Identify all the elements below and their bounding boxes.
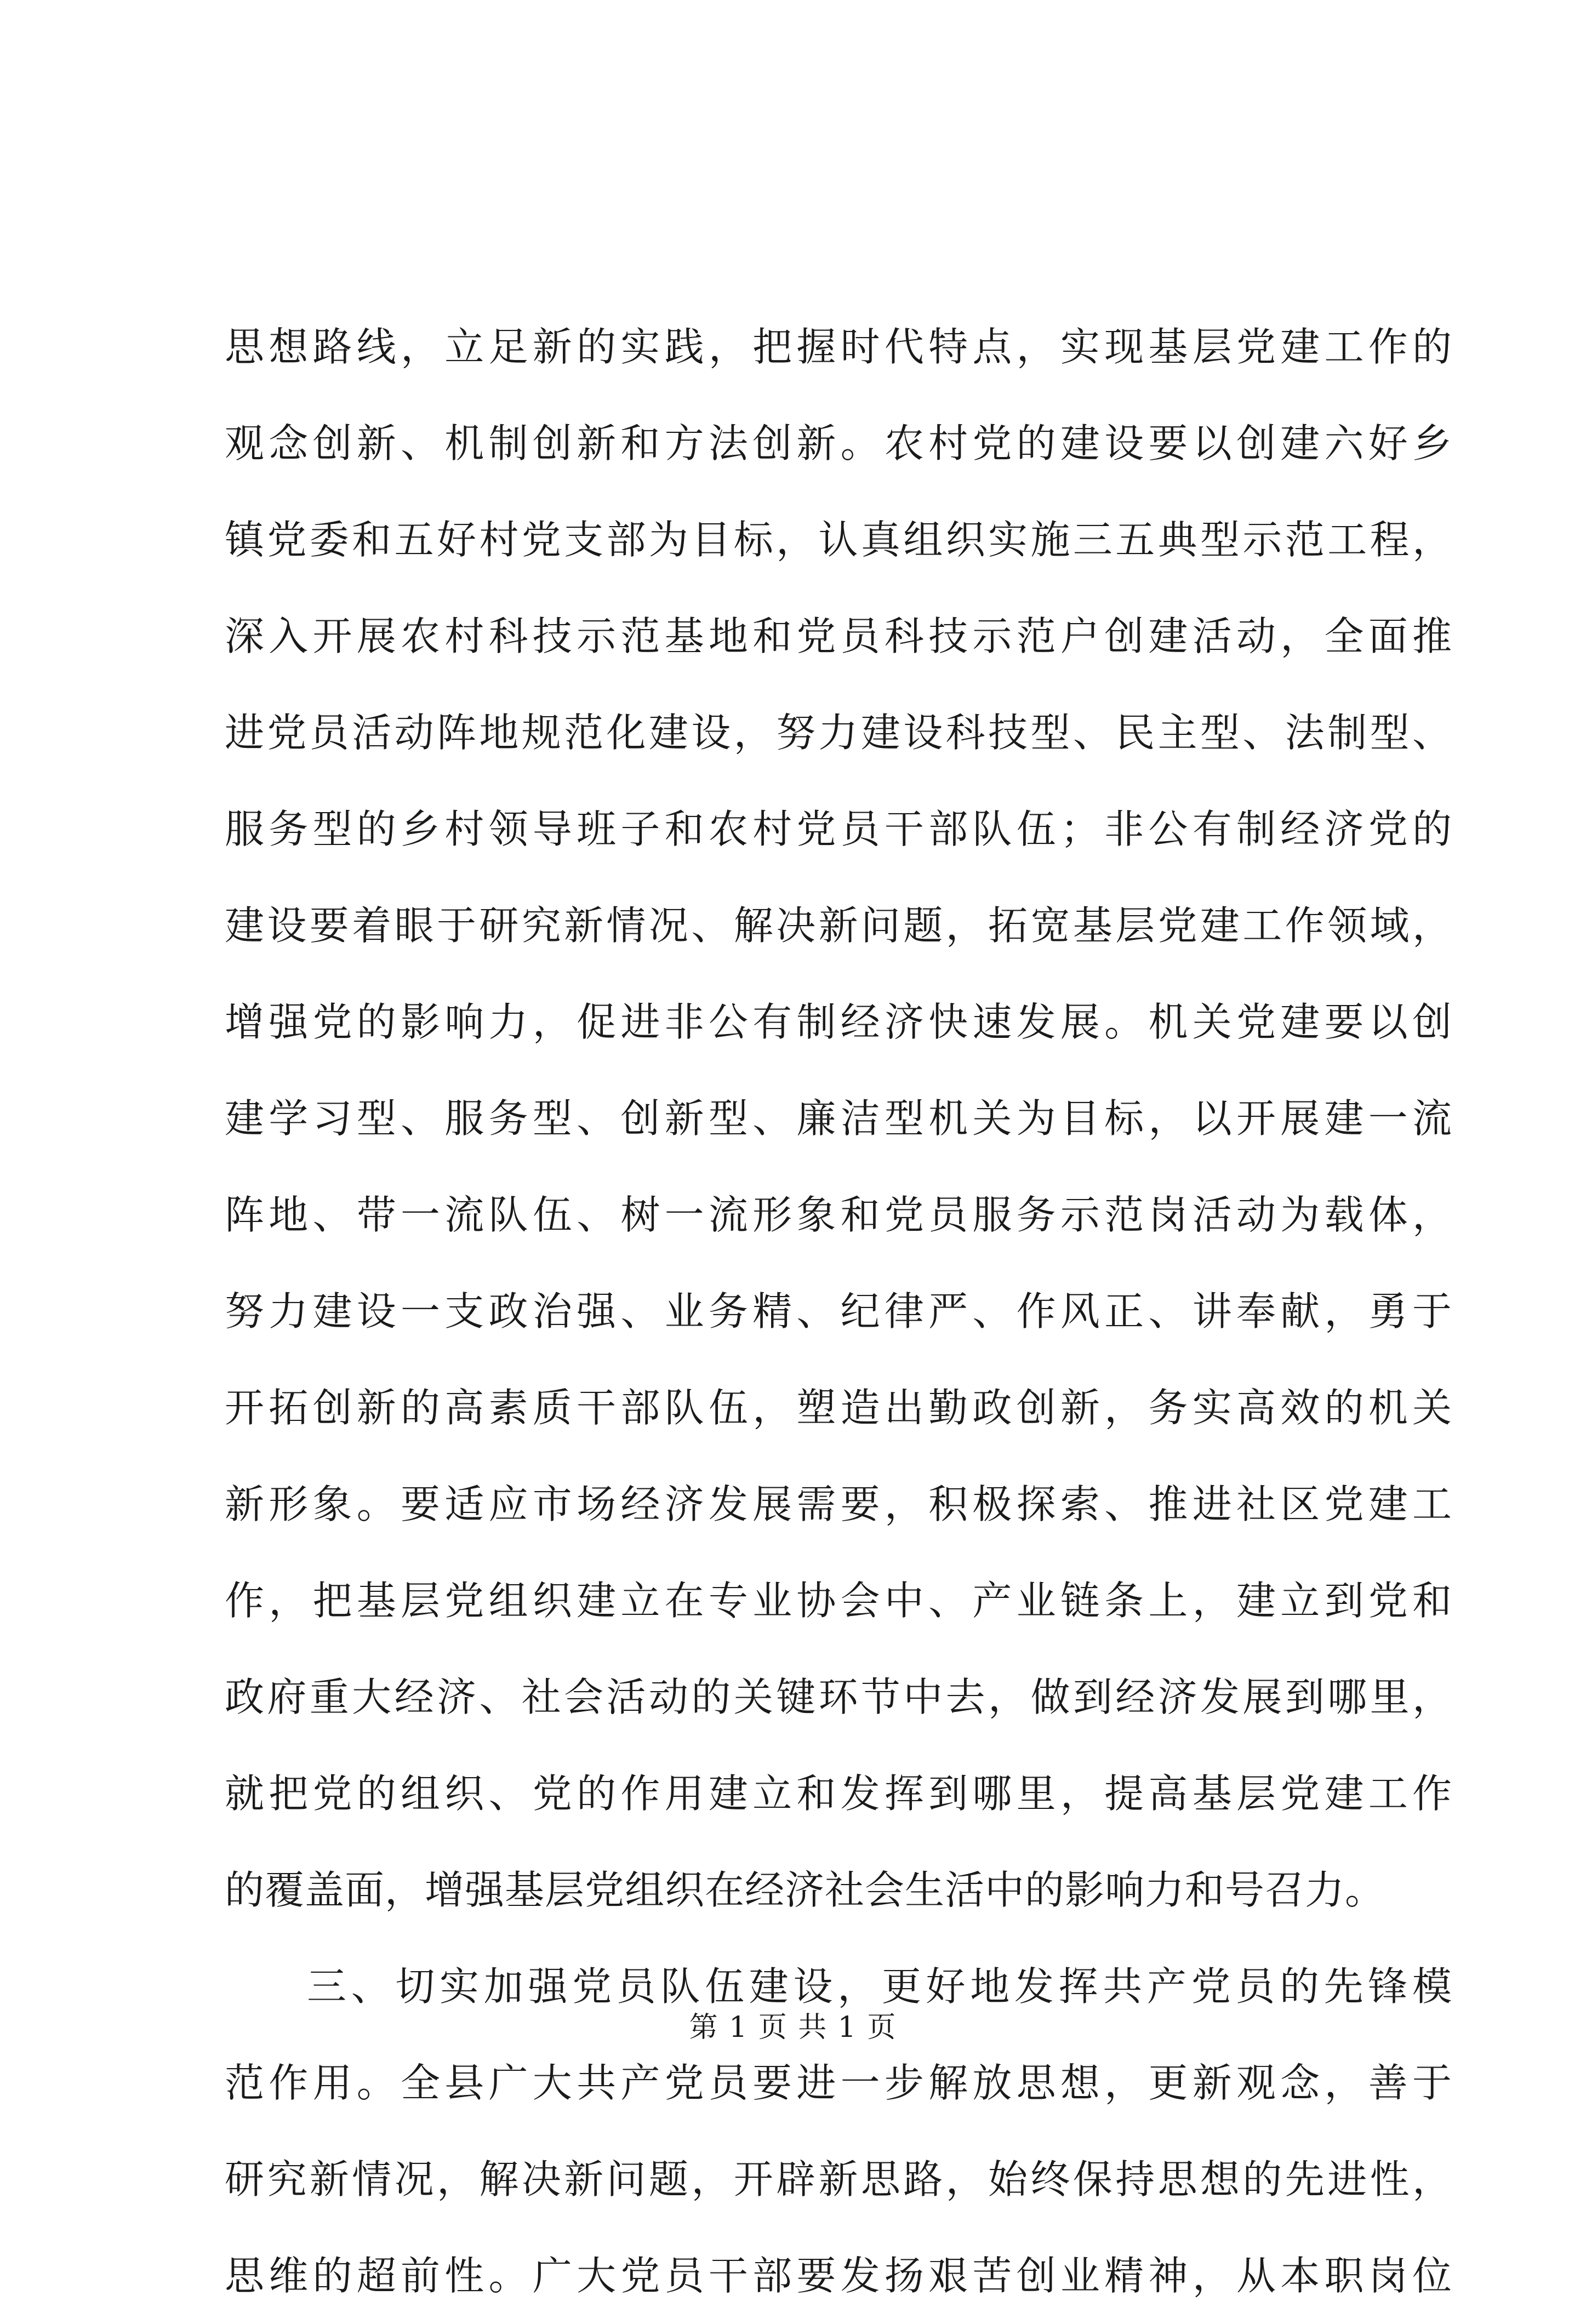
text-line: 增强党的影响力，促进非公有制经济快速发展。机关党建要以创 [225,999,1452,1045]
text-line: 阵地、带一流队伍、树一流形象和党员服务示范岗活动为载体， [225,1192,1452,1238]
text-line: 的覆盖面，增强基层党组织在经济社会生活中的影响力和号召力。 [225,1867,1385,1913]
text-line: 开拓创新的高素质干部队伍，塑造出勤政创新，务实高效的机关 [225,1385,1452,1431]
text-line: 镇党委和五好村党支部为目标，认真组织实施三五典型示范工程， [225,517,1452,563]
text-line: 努力建设一支政治强、业务精、纪律严、作风正、讲奉献，勇于 [225,1288,1452,1334]
text-line: 思维的超前性。广大党员干部要发扬艰苦创业精神，从本职岗位 [225,2253,1452,2299]
text-line: 服务型的乡村领导班子和农村党员干部队伍；非公有制经济党的 [225,806,1452,852]
section-heading-line: 三、切实加强党员队伍建设，更好地发挥共产党员的先锋模 [307,1963,1452,2009]
text-line: 建学习型、服务型、创新型、廉洁型机关为目标，以开展建一流 [225,1095,1452,1141]
text-line: 研究新情况，解决新问题，开辟新思路，始终保持思想的先进性， [225,2156,1452,2202]
text-line: 作，把基层党组织建立在专业协会中、产业链条上，建立到党和 [225,1578,1452,1624]
text-line: 政府重大经济、社会活动的关键环节中去，做到经济发展到哪里， [225,1674,1452,1720]
text-line: 新形象。要适应市场经济发展需要，积极探索、推进社区党建工 [225,1481,1452,1527]
page-number-label: 第 1 页 共 1 页 [689,2011,897,2044]
text-line: 思想路线，立足新的实践，把握时代特点，实现基层党建工作的 [225,324,1452,370]
text-line: 范作用。全县广大共产党员要进一步解放思想，更新观念，善于 [225,2060,1452,2106]
text-line: 进党员活动阵地规范化建设，努力建设科技型、民主型、法制型、 [225,710,1452,756]
text-line: 深入开展农村科技示范基地和党员科技示范户创建活动，全面推 [225,613,1452,659]
text-line: 观念创新、机制创新和方法创新。农村党的建设要以创建六好乡 [225,420,1452,466]
page-footer [0,2006,1586,2049]
text-line: 就把党的组织、党的作用建立和发挥到哪里，提高基层党建工作 [225,1771,1452,1817]
text-line: 建设要着眼于研究新情况、解决新问题，拓宽基层党建工作领域， [225,903,1452,949]
